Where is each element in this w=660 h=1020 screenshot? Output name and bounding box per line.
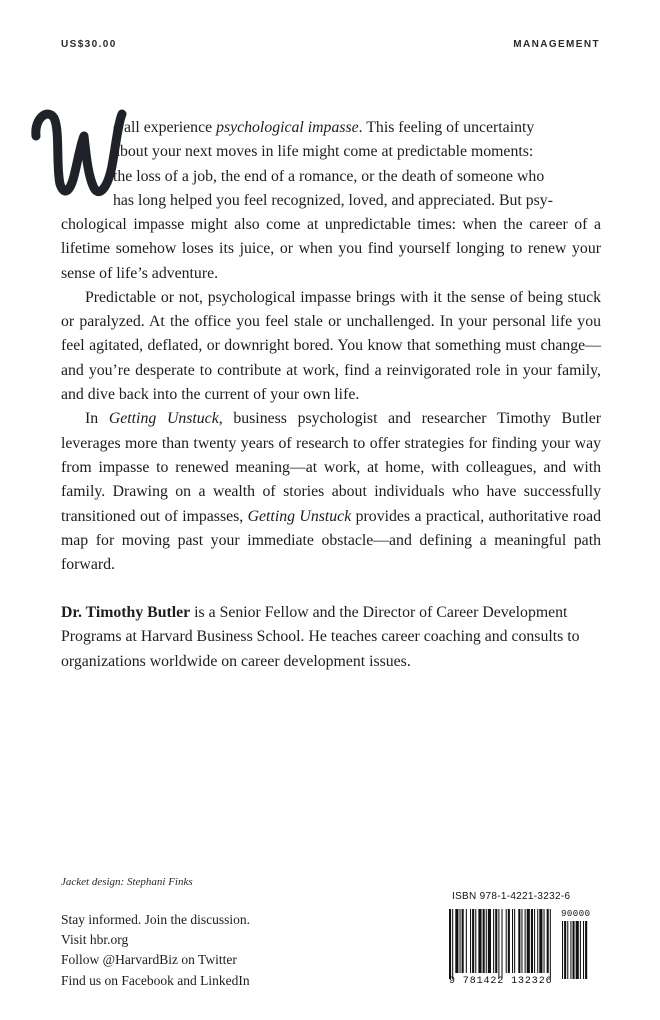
price-label: US$30.00 (61, 39, 117, 50)
barcode-bar (514, 909, 515, 973)
barcode-bar (550, 909, 551, 979)
barcode-addon-bar (576, 921, 579, 979)
barcode-bar (508, 909, 510, 973)
barcode-bar (547, 909, 549, 973)
barcode-addon-bar (562, 921, 563, 979)
barcode-bar (466, 909, 467, 973)
barcode-bar (470, 909, 471, 973)
author-bio: Dr. Timothy Butler is a Senior Fellow and the Director of Career Development Programs at Harvard Business School. He teaches career coaching and consults to organizations worldwide on career development issues. (61, 604, 580, 670)
barcode-bar (521, 909, 522, 973)
barcode-bar (472, 909, 474, 973)
author-name: Dr. Timothy Butler (61, 604, 191, 621)
paragraph-2: Predictable or not, psychological impasse brings with it the sense of being stuck or paralyzed. At the office you feel stale or unchallenged. In your personal life you feel agitated, deflated, or downright bored. You know that something must change—and you’re desperate to contribute at work, find a reinvigorated role in your family, and dive back into the current of your own life. (61, 288, 601, 404)
intro-continuation: chological impasse might also come at unpredictable times: when the career of a lifetime somehow loses its juice, or when you find yourself longing to renew your sense of life’s adventure. (61, 216, 601, 282)
barcode-number: 9 781422 132326 (449, 976, 553, 987)
barcode-bar (475, 909, 476, 973)
barcode-bar (493, 909, 494, 973)
barcode-addon-bar (570, 921, 571, 979)
barcode-bar (539, 909, 542, 973)
barcode-bar (512, 909, 513, 973)
barcode-bar (486, 909, 487, 973)
footer-line: Follow @HarvardBiz on Twitter (61, 952, 237, 968)
footer-info (61, 910, 250, 991)
barcode-bar (462, 909, 464, 973)
intro-first-lines: e all experience psychological impasse. This feeling of uncertainty about your next moves in life might come at predictable moments: the loss of a job, the end of a romance, or the death of someone who has long helped you feel recognized, loved, and appreciated. But psy- (113, 119, 553, 209)
jacket-credit: Jacket design: Stephani Finks (61, 876, 193, 888)
barcode-bar (460, 909, 461, 973)
barcode-bar (449, 909, 451, 979)
barcode-addon-bar (580, 921, 581, 979)
barcode-bar (506, 909, 507, 973)
barcode-addon-number: 90000 (561, 909, 591, 919)
barcode-bar (478, 909, 481, 973)
barcode-bar (498, 909, 499, 979)
barcode-bar (452, 909, 453, 979)
category-label: MANAGEMENT (513, 39, 600, 50)
barcode-bar (502, 909, 503, 979)
footer-line: Visit hbr.org (61, 932, 129, 948)
paragraph-3: In Getting Unstuck, business psychologist and researcher Timothy Butler leverages more than twenty years of research to offer strategies for finding your way from impasse to renewed meaning—at work, at home, with colleagues, and with family. Drawing on a wealth of stories about individuals who have successfully transitioned out of impasses, Getting Unstuck provides a practical, authoritative road map for moving past your immediate obstacle—and defining a meaningful path forward. (61, 410, 601, 574)
barcode-addon-bar (564, 921, 566, 979)
barcode-addon-bar (567, 921, 568, 979)
footer-line: Find us on Facebook and LinkedIn (61, 972, 250, 988)
barcode-bar (544, 909, 545, 973)
barcode-bar (455, 909, 458, 973)
footer-line: Stay informed. Join the discussion. (61, 912, 250, 927)
barcode-bar (495, 909, 497, 973)
description-body (61, 213, 601, 577)
barcode-addon-bar (583, 921, 584, 979)
barcode-bar (518, 909, 520, 973)
barcode-bar (534, 909, 535, 973)
barcode-bar (488, 909, 491, 973)
isbn-label: ISBN 978-1-4221-3232-6 (452, 891, 571, 902)
barcode-addon-bar (585, 921, 587, 979)
barcode-bar (531, 909, 533, 973)
barcode-bar (483, 909, 485, 973)
barcode-bar (527, 909, 530, 973)
barcode-bar (525, 909, 526, 973)
barcode-bar (537, 909, 538, 973)
barcode-addon-bar (573, 921, 575, 979)
